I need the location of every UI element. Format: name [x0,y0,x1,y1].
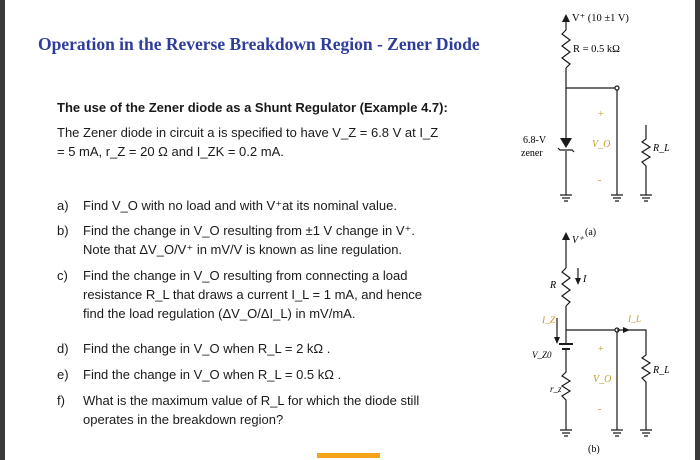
output-terminal [615,86,619,90]
iz-arrow [554,337,560,344]
question-label: e) [57,367,69,382]
circuit-b [559,240,652,436]
question-label: f) [57,393,65,408]
circuit-figure [480,0,700,460]
load-resistor-symbol [617,330,652,436]
question-text: operates in the breakdown region? [83,412,284,427]
il-arrow [623,327,630,333]
figure-caption: (a) [585,227,597,238]
resistor-symbol [562,268,570,306]
question-text: Find the change in V_O when R_L = 0.5 kΩ . [83,367,342,382]
ground-symbol [611,90,623,201]
example-heading: The use of the Zener diode as a Shunt Regulator (Example 4.7): [57,100,448,115]
problem-statement [57,123,477,161]
question-text: find the load regulation (ΔV_O/ΔI_L) in mV/mA. [83,306,356,321]
question-text: Find V_O with no load and with V⁺at its nominal value. [83,198,397,213]
resistor-label: R = 0.5 kΩ [573,44,620,55]
supply-label: V⁺ (10 ±1 V) [572,13,629,24]
question-text: Find the change in V_O when R_L = 2 kΩ . [83,341,331,356]
question-label: c) [57,268,68,283]
zener-label: 6.8-V [523,135,547,146]
il-label: I_L [628,315,642,325]
plus-sign: + [598,109,604,120]
current-label: I [583,274,587,285]
question-text: Find the change in V_O resulting from ±1 V change in V⁺. [83,223,415,238]
supply-arrow [562,232,570,240]
vo-label: V_O [593,374,612,385]
output-wire [566,306,615,330]
question-text: Find the change in V_O resulting from connecting a load [83,268,408,283]
circuit-diagram [480,0,700,460]
load-label: R_L [653,143,670,154]
question-label: b) [57,223,69,238]
rz-resistor-symbol [562,349,570,430]
problem-line: The Zener diode in circuit a is specified to have V_Z = 6.8 V at I_Z [57,125,439,140]
ground-symbol [560,195,572,201]
ground-symbol [560,430,572,436]
slide-title: Operation in the Reverse Breakdown Region - Zener Diode [38,34,480,54]
resistor-label: R [550,280,557,291]
question-text: Note that ΔV_O/V⁺ in mV/V is known as line regulation. [83,242,403,257]
rz-label: r_z [550,384,562,394]
output-wire [566,68,615,88]
question-text: What is the maximum value of R_L for which the diode still [83,393,420,408]
minus-sign: - [598,175,602,186]
resistor-symbol [562,30,570,68]
vo-label: V_O [592,139,611,150]
left-window-edge [0,0,5,460]
figure-caption: (b) [588,444,600,455]
iz-label: I_Z [542,316,556,326]
supply-arrow [562,14,570,22]
zener-label: zener [521,148,543,159]
zener-diode-symbol [560,138,572,148]
load-label: R_L [653,365,670,376]
progress-bar [317,453,380,458]
vz0-label: V_Z0 [532,350,552,360]
plus-sign: + [598,344,604,355]
minus-sign: - [598,404,602,415]
question-label: a) [57,198,69,213]
supply-label: V⁺ [572,235,584,246]
question-text: resistance R_L that draws a current I_L = 1 mA, and hence [83,287,423,302]
question-label: d) [57,341,69,356]
problem-line: = 5 mA, r_Z = 20 Ω and I_ZK = 0.2 mA. [57,144,284,159]
load-resistor-symbol [640,125,652,201]
ground-symbol [611,332,623,436]
